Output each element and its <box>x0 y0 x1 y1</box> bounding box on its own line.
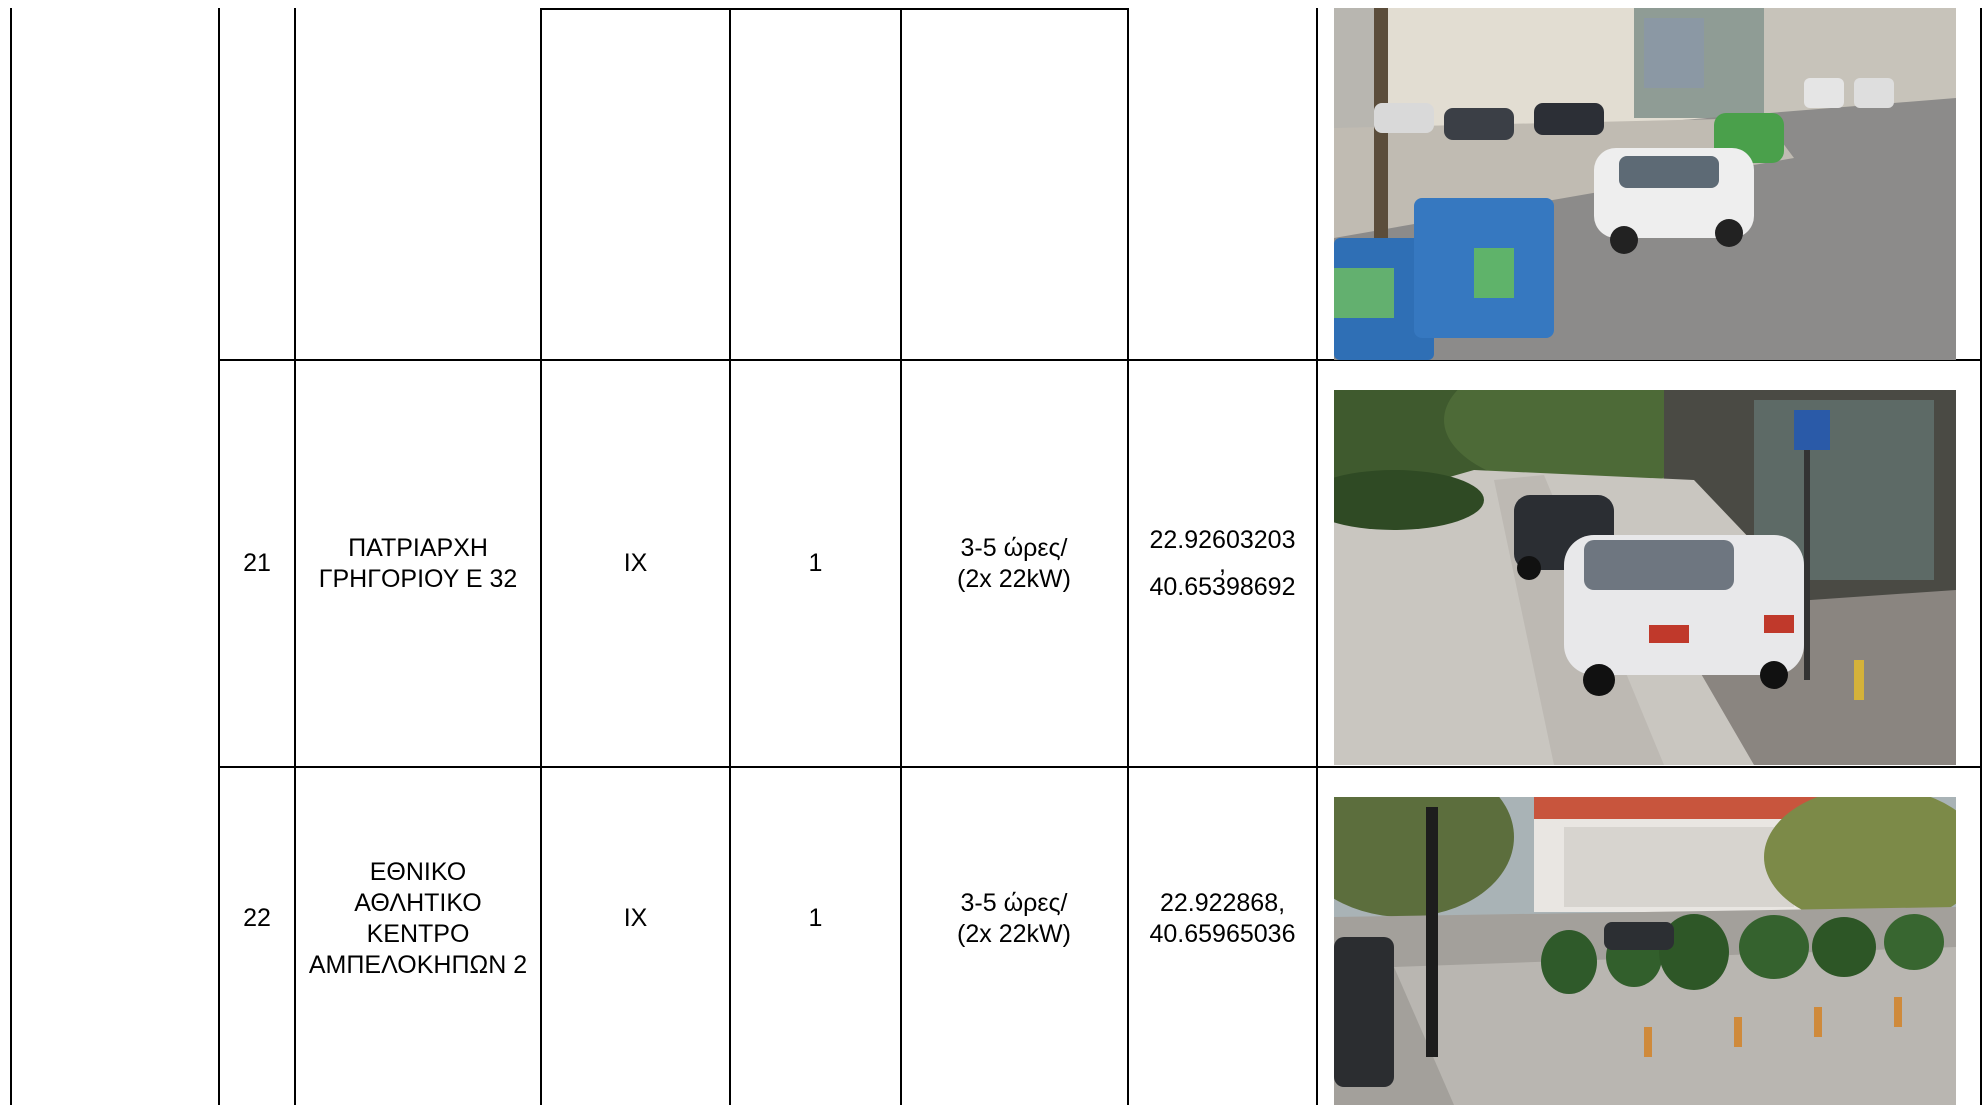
vehicle-type-cell: IX <box>623 549 648 577</box>
charging-cell: 3-5 ώρες/ (2x 22kW) <box>957 888 1071 948</box>
coordinate-latitude: 40.65398692 <box>1149 572 1296 601</box>
cell-top-border <box>540 8 1129 10</box>
street-photo-row-22 <box>1334 797 1956 1105</box>
row-number: 21 <box>243 549 271 577</box>
column-border <box>900 8 902 1105</box>
street-photo-row-continued <box>1334 8 1956 360</box>
row-number: 22 <box>243 904 271 932</box>
coordinates-cell: 22.922868, 40.65965036 <box>1149 888 1296 948</box>
outer-right-border <box>1980 8 1982 1105</box>
address-cell: ΠΑΤΡΙΑΡΧΗ ΓΡΗΓΟΡΙΟΥ Ε 32 <box>318 533 518 593</box>
count-cell: 1 <box>808 549 823 577</box>
vehicle-type-cell: IX <box>623 904 648 932</box>
street-view-photo-square <box>1334 797 1956 1105</box>
coordinates-cell <box>1129 361 1316 766</box>
street-view-photo-paved-street <box>1334 390 1956 765</box>
column-border <box>1316 8 1318 1105</box>
address-cell: ΕΘΝΙΚΟ ΑΘΛΗΤΙΚΟ ΚΕΝΤΡΟ ΑΜΠΕΛΟΚΗΠΩΝ 2 <box>308 857 528 979</box>
coordinate-longitude: 22.92603203 <box>1149 525 1296 554</box>
outer-left-border <box>10 8 12 1105</box>
street-view-photo-sidewalk-bins <box>1334 8 1956 360</box>
column-border <box>294 8 296 1105</box>
street-photo-row-21 <box>1334 390 1956 765</box>
count-cell: 1 <box>808 904 823 932</box>
coordinate-separator: , <box>1219 549 1226 578</box>
charging-cell: 3-5 ώρες/ (2x 22kW) <box>957 533 1071 593</box>
